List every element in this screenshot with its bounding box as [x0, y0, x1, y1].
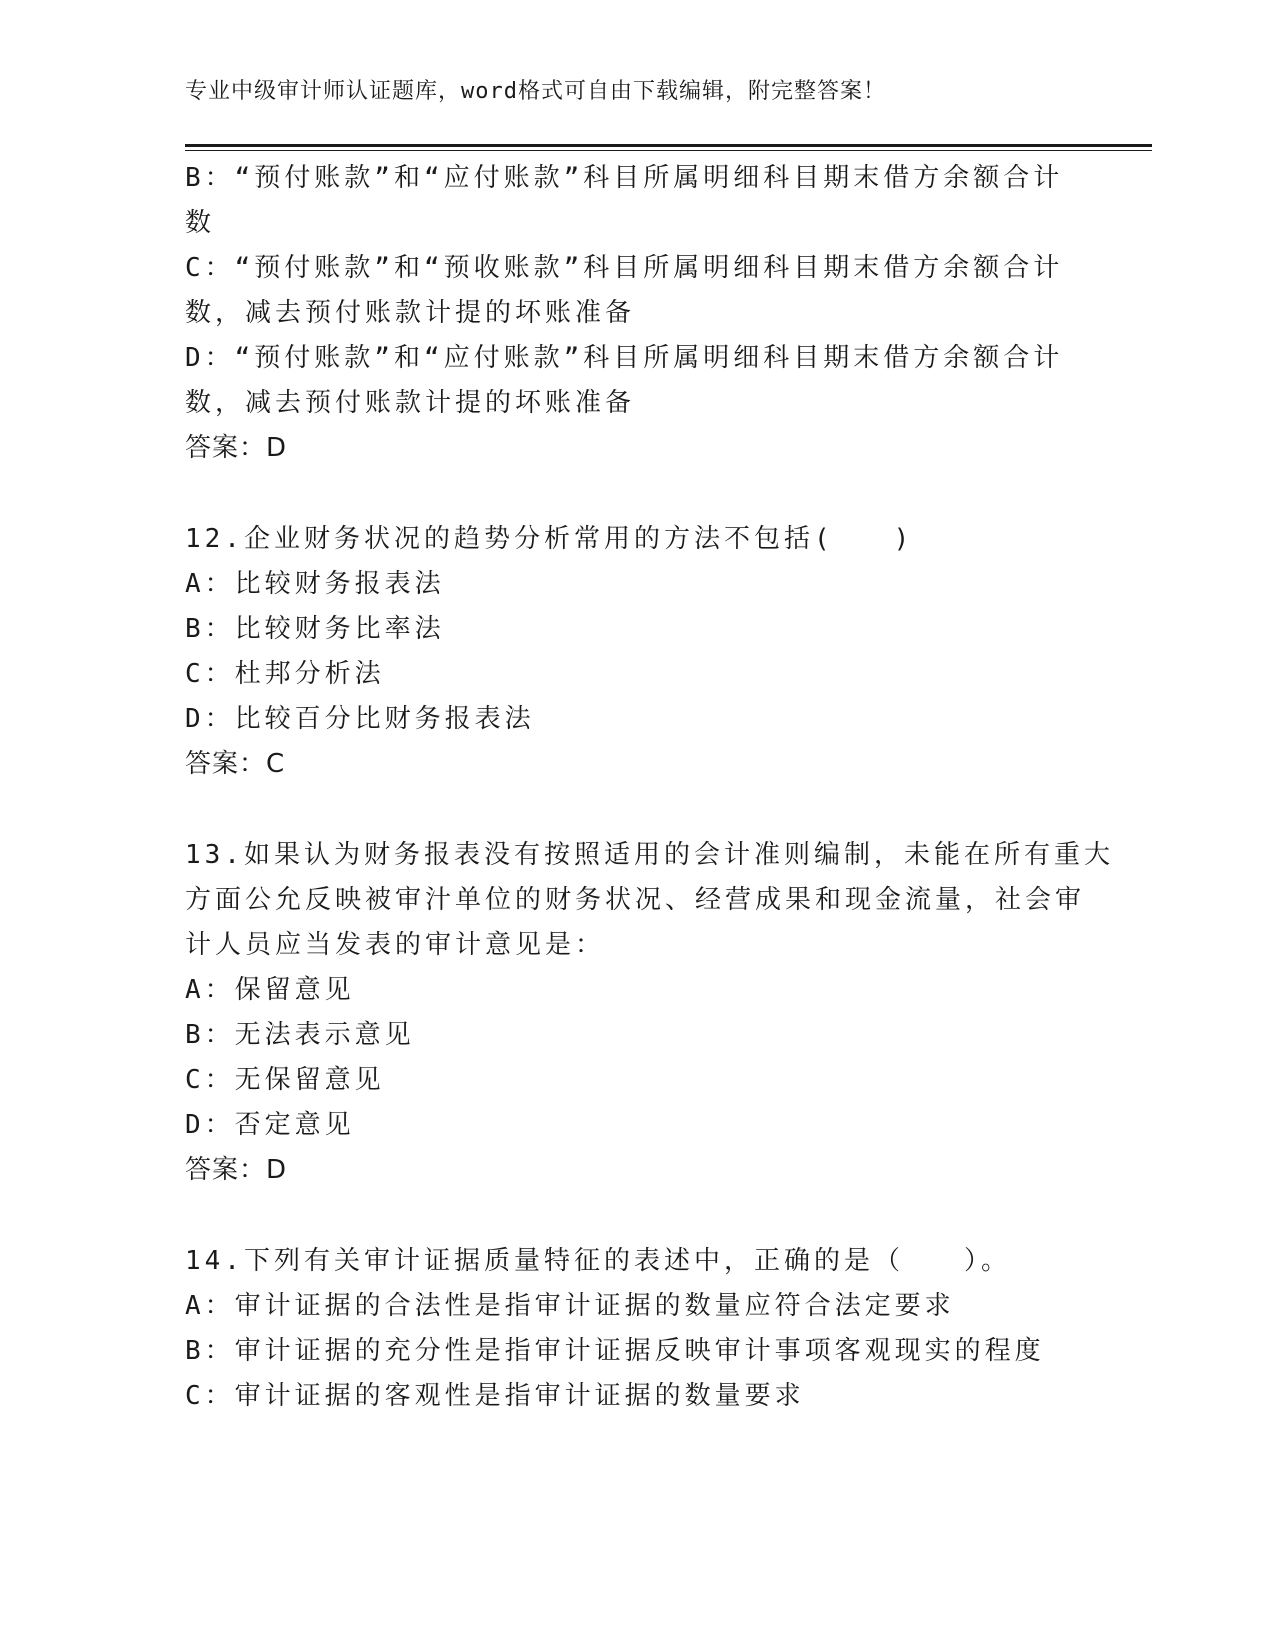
option-d: D：比较百分比财务报表法	[185, 704, 535, 734]
option-a: A：比较财务报表法	[185, 569, 445, 599]
option-b: B：无法表示意见	[185, 1020, 415, 1050]
question-stem-line-1: 13.如果认为财务报表没有按照适用的会计准则编制，未能在所有重大	[185, 840, 1114, 870]
option-a: A：审计证据的合法性是指审计证据的数量应符合法定要求	[185, 1291, 955, 1321]
question-block-11	[185, 156, 1085, 471]
option-d-line-2: 数，减去预付账款计提的坏账准备	[185, 388, 636, 418]
question-block-12	[185, 517, 1085, 787]
option-c: C：审计证据的客观性是指审计证据的数量要求	[185, 1381, 805, 1411]
option-c-line-1: C：“预付账款”和“预收账款”科目所属明细科目期末借方余额合计	[185, 253, 1064, 283]
option-b-line-2: 数	[185, 208, 216, 238]
option-b: B：审计证据的充分性是指审计证据反映审计事项客观现实的程度	[185, 1336, 1045, 1366]
question-stem-line-3: 计人员应当发表的审计意见是：	[185, 930, 606, 960]
question-stem: 14.下列有关审计证据质量特征的表述中，正确的是（ ）。	[185, 1246, 1011, 1276]
question-block-13	[185, 833, 1114, 1193]
question-block-14	[185, 1239, 1085, 1419]
question-stem: 12.企业财务状况的趋势分析常用的方法不包括( )	[185, 524, 914, 554]
document-header: 专业中级审计师认证题库，word格式可自由下载编辑，附完整答案！	[185, 79, 886, 104]
option-b: B：比较财务比率法	[185, 614, 445, 644]
option-c: C：无保留意见	[185, 1065, 385, 1095]
answer-label: 答案：D	[185, 1155, 288, 1185]
question-gap	[185, 787, 1085, 833]
option-c: C：杜邦分析法	[185, 659, 385, 689]
option-c-line-2: 数，减去预付账款计提的坏账准备	[185, 298, 636, 328]
answer-label: 答案：C	[185, 749, 286, 779]
question-gap	[185, 471, 1085, 517]
header-rule-thick	[185, 144, 1152, 147]
header-rule-thin	[185, 150, 1152, 151]
option-b-line-1: B：“预付账款”和“应付账款”科目所属明细科目期末借方余额合计	[185, 163, 1064, 193]
question-stem-line-2: 方面公允反映被审汁单位的财务状况、经营成果和现金流量，社会审	[185, 885, 1086, 915]
question-gap	[185, 1193, 1085, 1239]
question-content	[185, 156, 1114, 1419]
option-d-line-1: D：“预付账款”和“应付账款”科目所属明细科目期末借方余额合计	[185, 343, 1064, 373]
option-a: A：保留意见	[185, 975, 355, 1005]
option-d: D：否定意见	[185, 1110, 355, 1140]
answer-label: 答案：D	[185, 433, 288, 463]
